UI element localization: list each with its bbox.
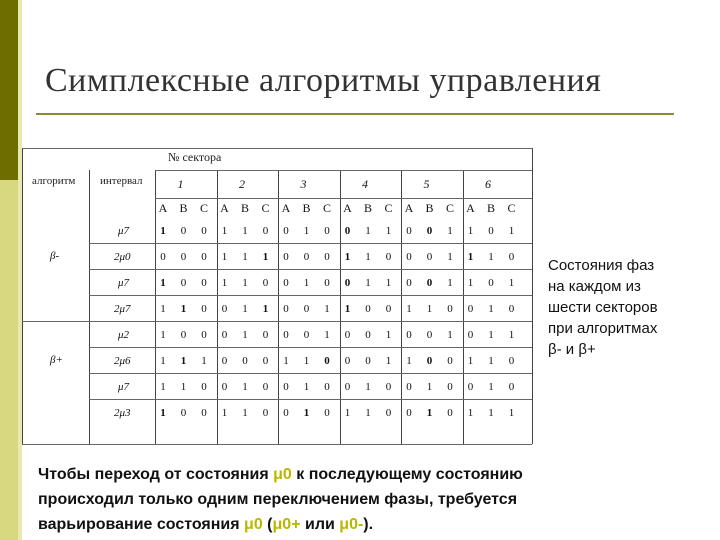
row-rule <box>89 269 532 270</box>
state-cell: 1 <box>467 355 474 367</box>
state-cell: 0 <box>385 407 392 419</box>
state-cell: 0 <box>488 225 494 237</box>
column-interval-header: интервал <box>100 175 143 187</box>
sector-number: 4 <box>362 177 368 191</box>
phase-header: A <box>158 201 168 215</box>
state-cell: 0 <box>262 225 269 237</box>
state-cell: 1 <box>385 225 392 237</box>
state-cell: 0 <box>365 329 371 341</box>
state-cell: 1 <box>508 277 515 289</box>
left-accent-bar-light <box>0 180 18 540</box>
state-cell: 0 <box>385 251 392 263</box>
state-cell: 1 <box>242 225 248 237</box>
state-cell: 0 <box>221 381 228 393</box>
side-note-line: β- и β+ <box>548 341 596 358</box>
phase-header: C <box>384 201 393 215</box>
state-cell: 0 <box>426 225 433 237</box>
state-cell: 0 <box>365 303 371 315</box>
interval-label: μ7 <box>118 277 130 289</box>
sector-number: 1 <box>177 177 184 191</box>
sector-number: 6 <box>485 177 491 191</box>
state-cell: 0 <box>467 381 474 393</box>
state-cell: 1 <box>426 407 433 419</box>
phase-header: B <box>240 201 249 215</box>
state-cell: 1 <box>447 225 453 237</box>
state-cell: 0 <box>283 407 289 419</box>
state-cell: 1 <box>303 381 310 393</box>
state-cell: 0 <box>201 329 207 341</box>
state-cell: 1 <box>242 329 248 341</box>
state-cell: 0 <box>447 355 453 367</box>
state-cell: 0 <box>201 381 207 393</box>
state-cell: 0 <box>344 381 351 393</box>
state-cell: 0 <box>426 277 433 289</box>
bottom-line-2: происходил только одним переключением фазы, требуется <box>38 491 518 508</box>
sector-number: 3 <box>300 177 307 191</box>
state-cell: 1 <box>406 355 412 367</box>
state-cell: 0 <box>180 251 187 263</box>
state-cell: 1 <box>467 251 474 263</box>
state-cell: 0 <box>262 355 269 367</box>
state-cell: 0 <box>406 277 412 289</box>
state-cell: 1 <box>385 355 392 367</box>
state-cell: 0 <box>344 225 351 237</box>
side-note-line: на каждом из <box>548 278 641 295</box>
mu0-plus-symbol: μ0+ <box>272 516 301 533</box>
sector-header: № сектора <box>168 150 222 164</box>
interval-label: μ2 <box>118 329 130 341</box>
state-cell: 1 <box>488 251 494 263</box>
state-cell: 1 <box>201 355 207 367</box>
title-underline <box>36 113 674 115</box>
phase-header: B <box>179 201 188 215</box>
state-cell: 1 <box>283 355 289 367</box>
state-cell: 1 <box>160 407 166 419</box>
state-cell: 1 <box>488 355 494 367</box>
state-cell: 1 <box>344 303 351 315</box>
state-cell: 0 <box>303 251 310 263</box>
interval-label: 2μ6 <box>114 355 131 367</box>
state-cell: 1 <box>365 225 371 237</box>
state-cell: 0 <box>242 355 248 367</box>
interval-label: μ7 <box>118 381 130 393</box>
state-cell: 0 <box>344 329 351 341</box>
column-algorithm-header: алгоритм <box>32 175 76 187</box>
state-cell: 1 <box>447 329 453 341</box>
state-cell: 1 <box>467 225 474 237</box>
phase-header: B <box>486 201 495 215</box>
state-cell: 0 <box>324 355 330 367</box>
row-rule <box>89 295 532 296</box>
state-cell: 1 <box>242 303 248 315</box>
row-rule <box>89 347 532 348</box>
state-cell: 1 <box>303 407 310 419</box>
state-cell: 0 <box>406 225 412 237</box>
state-cell: 1 <box>221 251 228 263</box>
state-cell: 1 <box>180 303 187 315</box>
state-cell: 1 <box>385 329 392 341</box>
state-cell: 0 <box>467 329 474 341</box>
state-cell: 0 <box>262 407 269 419</box>
mu0-symbol: μ0 <box>273 466 292 483</box>
state-cell: 0 <box>447 303 453 315</box>
state-cell: 0 <box>283 225 289 237</box>
table-top-border <box>22 148 532 149</box>
state-cell: 1 <box>365 251 371 263</box>
state-cell: 1 <box>508 329 515 341</box>
interval-label: 2μ3 <box>114 407 131 419</box>
state-cell: 0 <box>221 303 228 315</box>
state-cell: 0 <box>221 329 228 341</box>
phase-header-rule <box>155 198 532 199</box>
phase-header: A <box>220 201 229 215</box>
state-cell: 0 <box>406 329 412 341</box>
state-cell: 0 <box>426 251 433 263</box>
side-note-line: шести секторов <box>548 299 658 316</box>
state-cell: 1 <box>426 381 433 393</box>
state-cell: 0 <box>324 407 330 419</box>
side-note-line: при алгоритмах <box>548 320 658 337</box>
state-cell: 0 <box>324 277 330 289</box>
state-cell: 1 <box>242 251 248 263</box>
row-rule <box>89 321 532 322</box>
state-cell: 0 <box>262 277 269 289</box>
state-cell: 0 <box>283 303 289 315</box>
state-cell: 1 <box>488 381 494 393</box>
slide-title: Симплексные алгоритмы управления <box>45 62 602 99</box>
state-cell: 1 <box>303 225 310 237</box>
interval-label: 2μ0 <box>114 251 131 263</box>
state-cell: 0 <box>262 381 269 393</box>
state-cell: 1 <box>242 277 248 289</box>
table-left-border <box>22 148 23 444</box>
state-cell: 0 <box>488 277 494 289</box>
phase-header: B <box>302 201 311 215</box>
interval-label: μ7 <box>118 225 130 237</box>
interval-column-divider <box>89 170 90 444</box>
state-cell: 0 <box>324 381 330 393</box>
state-cell: 0 <box>201 303 207 315</box>
state-cell: 0 <box>283 329 289 341</box>
state-cell: 1 <box>160 303 166 315</box>
state-cell: 1 <box>365 381 371 393</box>
phase-header: B <box>363 201 372 215</box>
phase-header: C <box>507 201 516 215</box>
bottom-text <box>38 462 698 537</box>
state-cell: 0 <box>508 251 515 263</box>
state-cell: 1 <box>160 381 166 393</box>
state-cell: 0 <box>324 225 330 237</box>
sector-number: 2 <box>239 177 245 191</box>
state-cell: 1 <box>344 407 351 419</box>
state-cell: 1 <box>221 407 228 419</box>
state-cell: 1 <box>365 407 371 419</box>
state-cell: 0 <box>283 381 289 393</box>
state-cell: 1 <box>160 277 166 289</box>
phase-header: C <box>199 201 208 215</box>
state-cell: 0 <box>426 329 433 341</box>
state-cell: 1 <box>324 329 330 341</box>
state-cell: 0 <box>385 303 392 315</box>
state-cell: 1 <box>160 329 166 341</box>
state-cell: 0 <box>324 251 330 263</box>
mu0-symbol: μ0 <box>244 516 263 533</box>
state-cell: 1 <box>488 329 494 341</box>
row-rule <box>89 399 532 400</box>
phase-header: C <box>445 201 454 215</box>
phase-header: C <box>261 201 270 215</box>
state-cell: 1 <box>242 381 248 393</box>
state-cell: 1 <box>406 303 412 315</box>
state-cell: 1 <box>324 303 330 315</box>
state-cell: 0 <box>160 251 166 263</box>
state-cell: 0 <box>303 303 310 315</box>
left-accent-bar-dark <box>0 0 18 180</box>
state-cell: 1 <box>467 277 474 289</box>
state-cell: 1 <box>221 225 228 237</box>
state-cell: 0 <box>201 407 207 419</box>
interval-label: 2μ7 <box>114 303 131 315</box>
bottom-line-3: варьирование состояния μ0 (μ0+ или μ0-). <box>38 516 374 533</box>
state-cell: 1 <box>488 407 494 419</box>
phase-header: C <box>322 201 331 215</box>
state-cell: 1 <box>385 277 392 289</box>
state-cell: 0 <box>283 277 289 289</box>
state-cell: 0 <box>365 355 371 367</box>
state-cell: 0 <box>344 355 351 367</box>
state-cell: 0 <box>201 277 207 289</box>
state-cell: 1 <box>160 225 166 237</box>
table-right-border <box>532 148 533 444</box>
state-cell: 0 <box>406 407 412 419</box>
state-cell: 1 <box>447 251 453 263</box>
state-cell: 0 <box>180 329 187 341</box>
state-cell: 0 <box>180 277 187 289</box>
state-cell: 0 <box>447 381 453 393</box>
state-cell: 1 <box>508 225 515 237</box>
state-cell: 1 <box>344 251 351 263</box>
state-cell: 0 <box>508 303 515 315</box>
phase-state-table <box>22 148 532 444</box>
phase-header: A <box>343 201 352 215</box>
state-cell: 1 <box>221 277 228 289</box>
state-cell: 0 <box>508 381 515 393</box>
state-cell: 0 <box>283 251 289 263</box>
state-cell: 1 <box>262 251 269 263</box>
side-note <box>548 255 713 360</box>
state-cell: 1 <box>262 303 269 315</box>
state-cell: 0 <box>201 251 207 263</box>
state-cell: 1 <box>447 277 453 289</box>
state-cell: 0 <box>406 381 412 393</box>
state-cell: 1 <box>488 303 494 315</box>
state-cell: 0 <box>180 225 187 237</box>
state-cell: 1 <box>365 277 371 289</box>
row-rule <box>89 373 532 374</box>
state-cell: 1 <box>180 381 187 393</box>
sector-number: 5 <box>423 177 430 191</box>
row-rule <box>89 243 532 244</box>
phase-header: A <box>466 201 475 215</box>
phase-header: B <box>425 201 434 215</box>
state-cell: 0 <box>385 381 392 393</box>
state-cell: 1 <box>426 303 433 315</box>
side-note-line: Состояния фаз <box>548 257 655 274</box>
table-bottom-border <box>22 444 532 445</box>
phase-header: A <box>281 201 291 215</box>
state-cell: 1 <box>303 277 310 289</box>
state-cell: 1 <box>508 407 515 419</box>
state-cell: 0 <box>447 407 453 419</box>
algorithm-label: β+ <box>50 354 63 366</box>
state-cell: 0 <box>201 225 207 237</box>
state-cell: 1 <box>160 355 166 367</box>
state-cell: 0 <box>303 329 310 341</box>
state-cell: 0 <box>406 251 412 263</box>
state-cell: 0 <box>467 303 474 315</box>
state-cell: 1 <box>180 355 187 367</box>
state-cell: 0 <box>344 277 351 289</box>
phase-header: A <box>404 201 414 215</box>
bottom-line-1: Чтобы переход от состояния μ0 к последующему состоянию <box>38 466 523 483</box>
mu0-minus-symbol: μ0- <box>339 516 364 533</box>
state-cell: 1 <box>242 407 248 419</box>
state-cell: 1 <box>303 355 310 367</box>
state-cell: 0 <box>262 329 269 341</box>
algorithm-label: β- <box>50 250 60 262</box>
state-cell: 1 <box>467 407 474 419</box>
state-cell: 0 <box>426 355 433 367</box>
state-cell: 0 <box>180 407 187 419</box>
state-cell: 0 <box>221 355 228 367</box>
sector-header-rule <box>155 170 532 171</box>
state-cell: 0 <box>508 355 515 367</box>
